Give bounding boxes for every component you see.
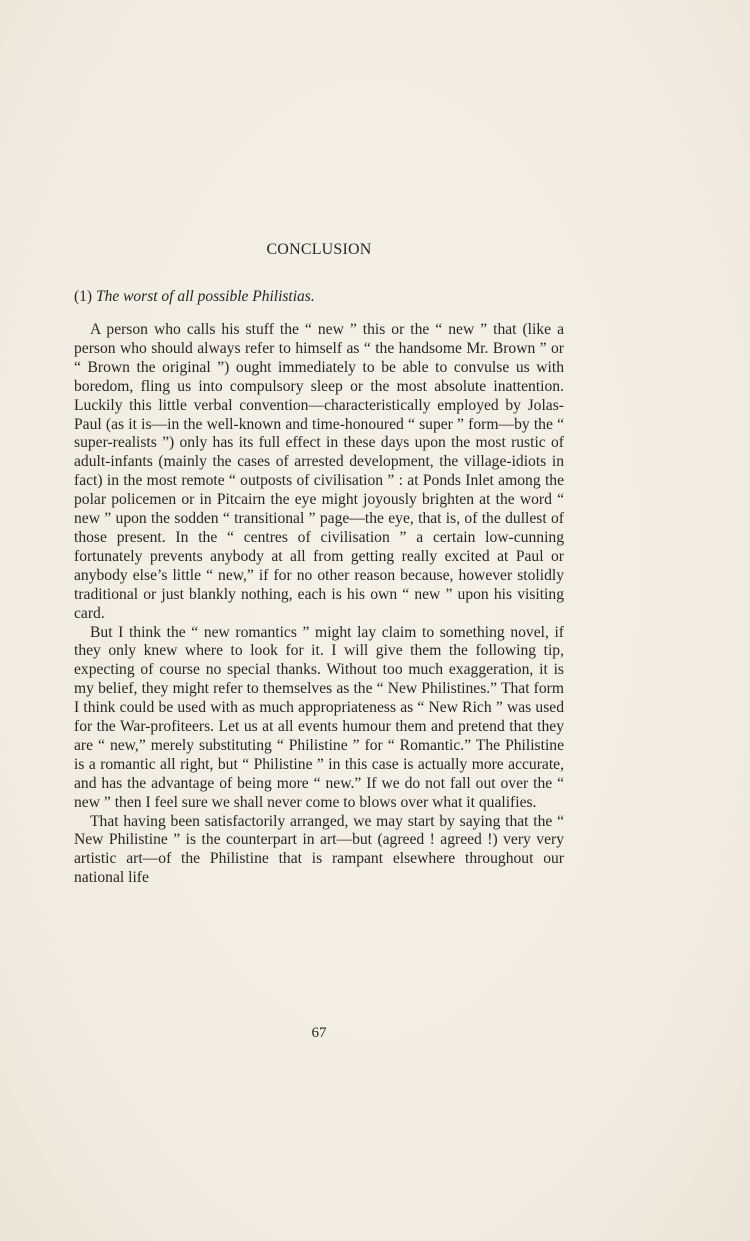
body-text bbox=[74, 321, 564, 888]
page-number: 67 bbox=[311, 1025, 327, 1041]
chapter-heading: CONCLUSION bbox=[266, 241, 372, 258]
paragraph-3: That having been satisfactorily arranged, we may start by saying that the “ New Philistine ” is the counterpart in art—but (agreed ! agreed !) very very artistic art—of the Philistine that is rampant elsewhere throughout our national life bbox=[74, 812, 564, 887]
section-title bbox=[74, 288, 315, 306]
section-number: (1) bbox=[74, 288, 93, 305]
paragraph-1: A person who calls his stuff the “ new ” this or the “ new ” that (like a person who should always refer to himself as “ the handsome Mr. Brown ” or “ Brown the original ”) ought immediately to be able to convulse us with boredom, fling us into compulsory sleep or the most absolute inattention. Luckily this little verbal convention—characteristically employed by Jolas-Paul (as it is—in the well-known and time-honoured “ super ” form—by the “ super-realists ”) only has its full effect in these days upon the most rustic of adult-infants (mainly the cases of arrested development, the village-idiots in fact) in the most remote “ outposts of civilisation ” : at Ponds Inlet among the polar policemen or in Pitcairn the eye might joyously brighten at the word “ new ” upon the sodden “ transitional ” page—the eye, that is, of the dullest of those present. In the “ centres of civilisation ” a certain low-cunning fortunately prevents anybody at all from getting really excited at Paul or anybody else’s little “ new,” if for no other reason because, however stolidly traditional or just blankly nothing, each is his own “ new ” upon his visiting card. bbox=[74, 321, 564, 622]
section-title-text: The worst of all possible Philistias. bbox=[95, 288, 315, 305]
paragraph-2: But I think the “ new romantics ” might lay claim to something novel, if they only knew where to look for it. I will give them the following tip, expecting of course no special thanks. Without too much exaggeration, it is my belief, they might refer to themselves as the “ New Philistines.” That form I think could be used with as much appropriateness as “ New Rich ” was used for the War-profiteers. Let us at all events humour them and pretend that they are “ new,” merely substituting “ Philistine ” for “ Romantic.” The Philistine is a romantic all right, but “ Philistine ” in this case is actually more accurate, and has the advantage of being more “ new.” If we do not fall out over the “ new ” then I feel sure we shall never come to blows over what it qualifies. bbox=[74, 623, 564, 811]
